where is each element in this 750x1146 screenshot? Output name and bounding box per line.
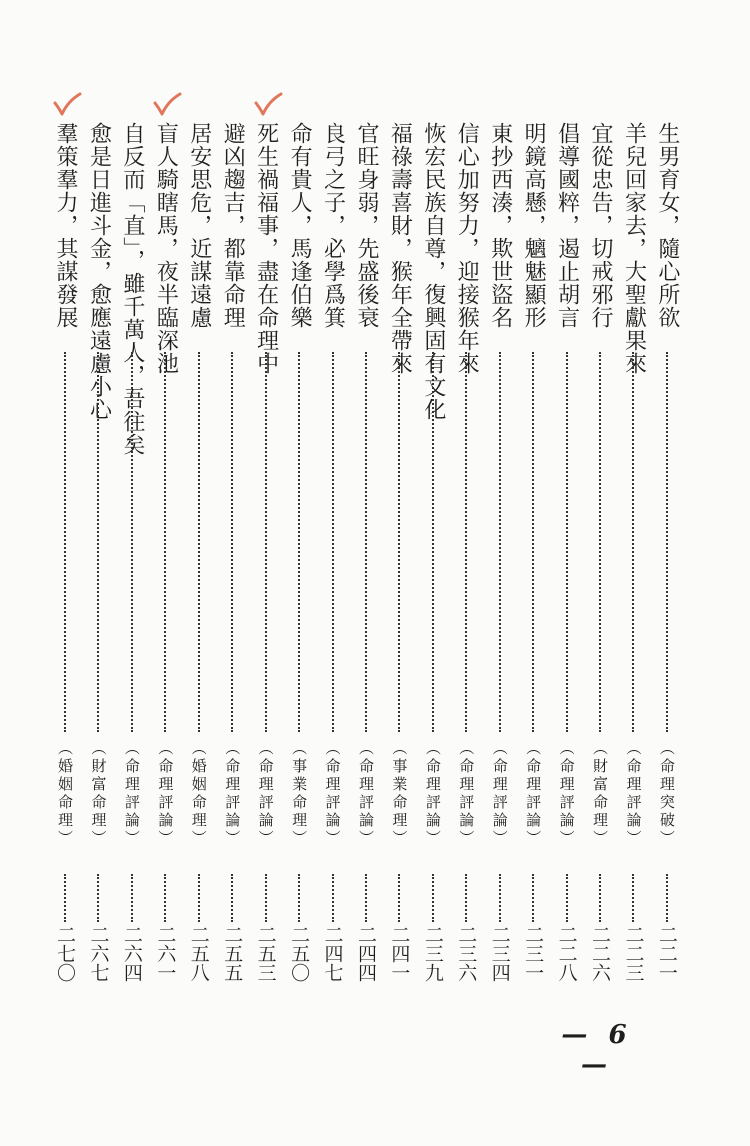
toc-entry xyxy=(552,122,582,982)
entry-title: 東抄西湊，欺世盜名 xyxy=(487,122,513,329)
entry-page-number: 二五八 xyxy=(187,925,210,982)
entry-page-number: 二三六 xyxy=(455,925,478,982)
entry-page-number: 二七〇 xyxy=(54,925,76,982)
checkmark-icon xyxy=(152,92,182,118)
entry-page-number: 二二三 xyxy=(622,925,645,982)
entry-category: （婚姻命理） xyxy=(189,740,208,848)
toc-entry xyxy=(585,122,615,982)
entry-page-number: 二三一 xyxy=(522,925,545,982)
entry-title: 官旺身弱，先盛後衰 xyxy=(353,122,379,329)
dot-leader xyxy=(499,874,501,922)
entry-category: （命理評論） xyxy=(122,740,141,848)
dot-leader xyxy=(632,874,634,922)
table-of-contents xyxy=(50,122,682,982)
toc-entry xyxy=(451,122,481,982)
dot-leader xyxy=(632,352,634,732)
dot-leader xyxy=(265,874,267,922)
dot-leader xyxy=(131,874,133,922)
entry-category: （命理評論） xyxy=(356,740,375,848)
toc-entry xyxy=(150,122,180,982)
entry-category: （命理評論） xyxy=(490,740,509,848)
entry-title: 宜從忠告，切戒邪行 xyxy=(588,122,613,329)
toc-entry xyxy=(384,122,414,982)
dot-leader xyxy=(666,352,668,732)
entry-page-number: 二五五 xyxy=(221,925,244,982)
entry-page-number: 二四一 xyxy=(388,925,411,982)
toc-entry xyxy=(618,122,648,982)
page-number: — 6 — xyxy=(561,1020,633,1080)
entry-category: （事業命理） xyxy=(390,740,409,848)
dot-leader xyxy=(432,874,434,922)
dot-leader xyxy=(398,352,400,732)
entry-title: 良弓之子，必學爲箕 xyxy=(320,122,346,329)
entry-category: （命理評論） xyxy=(624,740,643,848)
entry-page-number: 二四七 xyxy=(321,925,344,982)
toc-entry xyxy=(83,122,113,982)
entry-category: （命理評論） xyxy=(323,740,342,848)
dot-leader xyxy=(566,352,568,732)
dot-leader xyxy=(231,352,233,732)
entry-page-number: 二六一 xyxy=(154,925,177,982)
entry-page-number: 二二一 xyxy=(655,925,678,982)
entry-title: 倡導國粹，遏止胡言 xyxy=(554,122,580,329)
dot-leader xyxy=(365,352,367,732)
toc-entry xyxy=(117,122,147,982)
toc-entry xyxy=(50,122,80,982)
dot-leader xyxy=(298,352,300,732)
entry-category: （命理評論） xyxy=(557,740,576,848)
entry-title: 死生禍福事，盡在命理中 xyxy=(253,122,279,375)
entry-title: 明鏡高懸，魑魅顯形 xyxy=(521,122,547,329)
entry-title: 命有貴人，馬逢伯樂 xyxy=(287,122,313,329)
entry-page-number: 二二八 xyxy=(555,925,578,982)
toc-entry xyxy=(351,122,381,982)
dot-leader xyxy=(532,352,534,732)
toc-entry xyxy=(251,122,281,982)
entry-page-number: 二二六 xyxy=(589,925,611,982)
entry-category: （婚姻命理） xyxy=(56,740,74,848)
entry-title: 福祿壽喜財，猴年全帶來 xyxy=(387,122,413,375)
dot-leader xyxy=(64,874,66,922)
entry-title: 羣策羣力，其謀發展 xyxy=(53,122,78,329)
entry-page-number: 二三四 xyxy=(488,925,511,982)
entry-category: （命理評論） xyxy=(457,740,476,848)
entry-page-number: 二五三 xyxy=(254,925,277,982)
dot-leader xyxy=(332,874,334,922)
entry-page-number: 二六四 xyxy=(120,925,143,982)
entry-title: 避凶趨吉，都靠命理 xyxy=(220,122,246,329)
dot-leader xyxy=(198,874,200,922)
dot-leader xyxy=(97,352,99,732)
dot-leader xyxy=(432,352,434,732)
dot-leader xyxy=(298,874,300,922)
entry-title: 羊兒回家去，大聖獻果來 xyxy=(621,122,647,375)
dot-leader xyxy=(365,874,367,922)
entry-category: （命理評論） xyxy=(223,740,242,848)
dot-leader xyxy=(131,352,133,732)
dot-leader xyxy=(499,352,501,732)
entry-title: 愈是日進斗金，愈應遠慮小心 xyxy=(86,122,112,421)
dot-leader xyxy=(164,874,166,922)
dot-leader xyxy=(332,352,334,732)
entry-title: 生男育女，隨心所欲 xyxy=(654,122,680,329)
dot-leader xyxy=(599,352,601,732)
toc-entry xyxy=(318,122,348,982)
entry-category: （命理評論） xyxy=(156,740,175,848)
dot-leader xyxy=(164,352,166,732)
dot-leader xyxy=(97,874,99,922)
dot-leader xyxy=(265,352,267,732)
checkmark-icon xyxy=(52,92,82,118)
entry-page-number: 二四四 xyxy=(354,925,377,982)
toc-entry xyxy=(217,122,247,982)
entry-page-number: 二三九 xyxy=(421,925,444,982)
entry-category: （事業命理） xyxy=(290,740,309,848)
dot-leader xyxy=(198,352,200,732)
dot-leader xyxy=(398,874,400,922)
toc-entry xyxy=(485,122,515,982)
dot-leader xyxy=(465,874,467,922)
toc-entry xyxy=(518,122,548,982)
dot-leader xyxy=(465,352,467,732)
entry-category: （命理突破） xyxy=(657,740,676,848)
dot-leader xyxy=(666,874,668,922)
entry-title: 恢宏民族自尊，復興固有文化 xyxy=(420,122,446,421)
entry-category: （命理評論） xyxy=(256,740,275,848)
entry-title: 自反而「直」，雖千萬人，吾往矣 xyxy=(119,122,145,456)
toc-entry xyxy=(652,122,682,982)
entry-category: （命理評論） xyxy=(524,740,543,848)
entry-category: （財富命理） xyxy=(89,740,108,848)
entry-page-number: 二六七 xyxy=(87,925,110,982)
entry-title: 信心加努力，迎接猴年來 xyxy=(454,122,480,375)
dot-leader xyxy=(64,352,66,732)
entry-title: 盲人騎瞎馬，夜半臨深池 xyxy=(153,122,179,375)
dot-leader xyxy=(599,874,601,922)
entry-category: （命理評論） xyxy=(423,740,442,848)
dot-leader xyxy=(566,874,568,922)
entry-page-number: 二五〇 xyxy=(288,925,311,982)
entry-category: （財富命理） xyxy=(591,740,609,848)
checkmark-icon xyxy=(253,92,283,118)
toc-entry xyxy=(418,122,448,982)
dot-leader xyxy=(532,874,534,922)
dot-leader xyxy=(231,874,233,922)
entry-title: 居安思危，近謀遠慮 xyxy=(186,122,212,329)
toc-entry xyxy=(284,122,314,982)
toc-entry xyxy=(184,122,214,982)
